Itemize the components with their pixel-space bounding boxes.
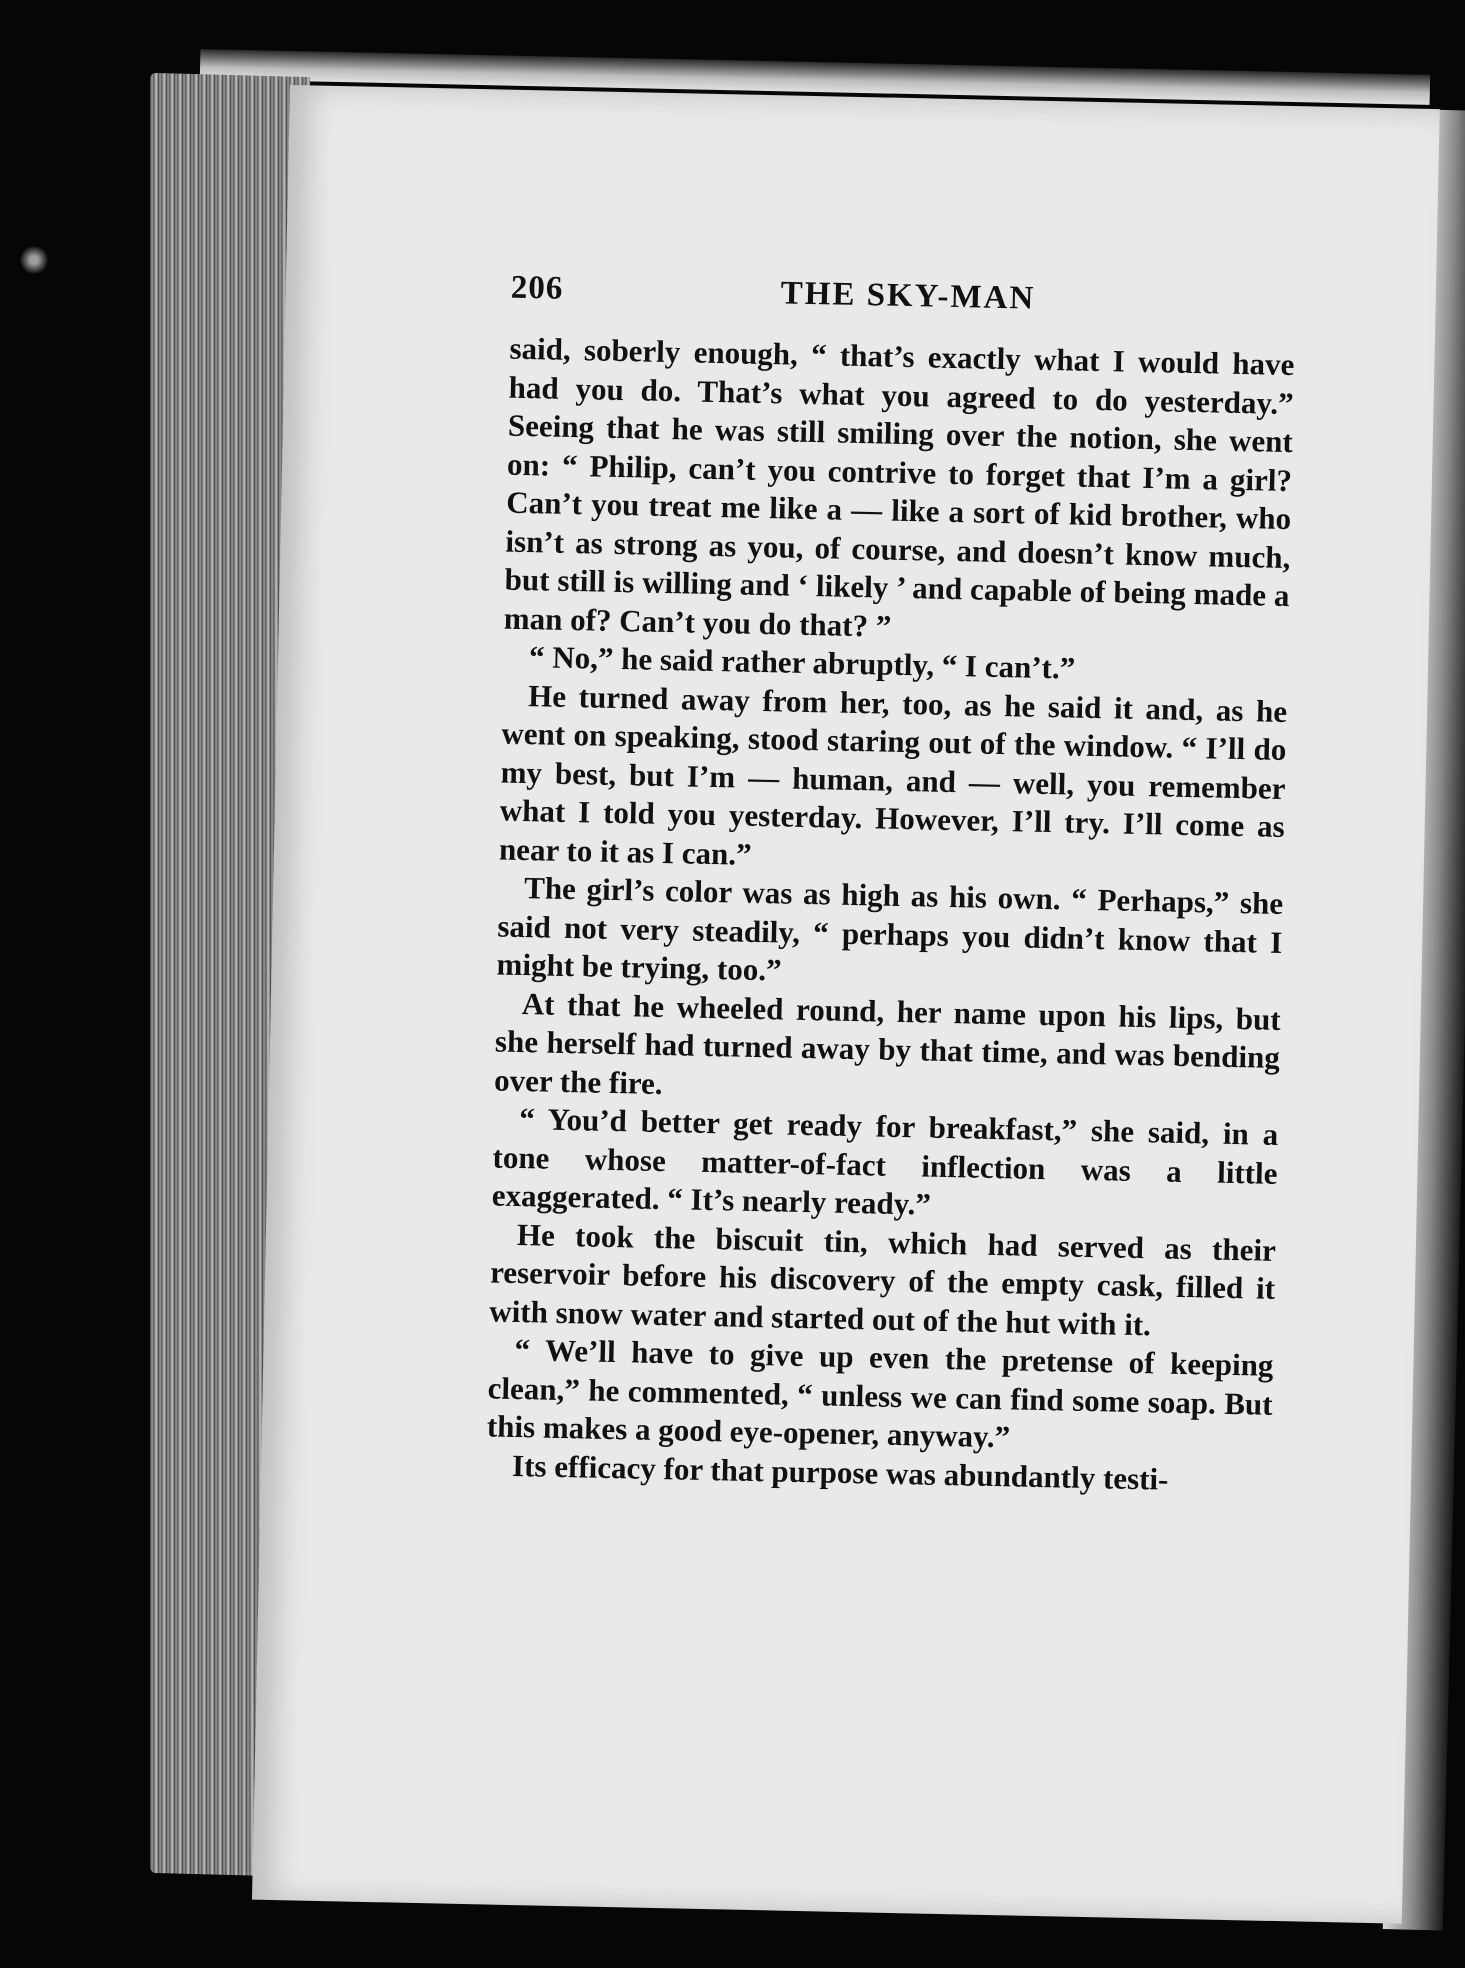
paragraph: He took the biscuit tin, which had served as their reservoir before his discovery of the empty cask, filled it with snow water and started out of the hut with it. (489, 1216, 1277, 1342)
paragraph: “ We’ll have to give up even the pretense of keeping clean,” he commented, “ unless we can find some soap. But this makes a good eye-opener, anyway.” (486, 1331, 1274, 1455)
paragraph: “ You’d better get ready for breakfast,” she said, in a tone whose matter-of-fact inflection was a little exaggerated. “ It’s nearly ready.” (491, 1101, 1279, 1222)
scan-smudge (20, 245, 48, 275)
book-title: THE SKY-MAN (780, 275, 1036, 317)
paragraph: He turned away from her, too, as he said it and, as he went on speaking, stood staring out of the window. “ I’ll do my best, but I’m — human, and — well, you remember what I told you yesterday. However, I’ll try. I’ll come as near to it as I can.” (498, 677, 1288, 872)
paragraph: “ No,” he said rather abruptly, “ I can’t.” (528, 639, 1076, 686)
body-text (486, 330, 1295, 1501)
book-page (252, 85, 1440, 1924)
paragraph: Its efficacy for that purpose was abundantly testi- (511, 1447, 1169, 1497)
paragraph: said, soberly enough, “ that’s exactly what I would have had you do. That’s what you agreed to do yesterday.” Seeing that he was still smiling over the notion, she went on: “ Philip, can’t you contrive to forget that I’m a girl? Can’t you treat me like a — like a sort of kid brother, who isn’t as strong as you, of course, and doesn’t know much, but still is willing and ‘ likely ’ and capable of being made a man of? Can’t you do that? ” (503, 330, 1295, 644)
paragraph: The girl’s color was as high as his own. “ Perhaps,” she said not very steadily, “ perhaps you didn’t know that I might be trying, too.” (496, 870, 1284, 988)
page-content (486, 270, 1296, 1501)
page-number: 206 (510, 269, 564, 307)
paragraph: At that he wheeled round, her name upon his lips, but she herself had turned away by that time, and was bending over the fire. (493, 985, 1282, 1101)
